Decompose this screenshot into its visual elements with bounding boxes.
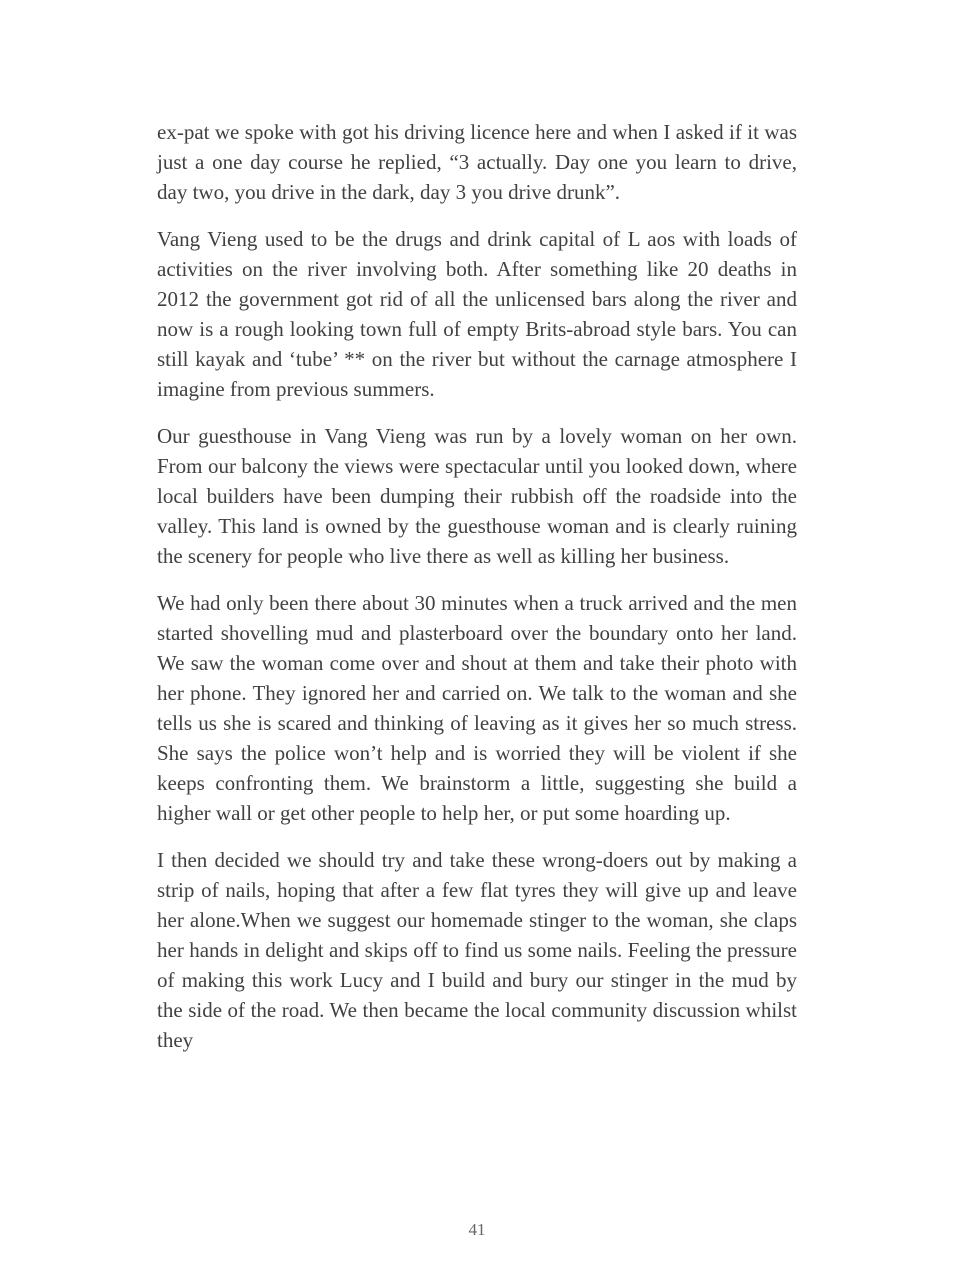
page-number: 41	[468, 1220, 486, 1239]
body-text	[157, 117, 797, 1072]
paragraph: Vang Vieng used to be the drugs and drink capital of L aos with loads of activities on the river involving both. After something like 20 deaths in 2012 the government got rid of all the unlicensed bars along the river and now is a rough looking town full of empty Brits-abroad style bars. You can still kayak and ‘tube’ ** on the river but without the carnage atmosphere I imagine from previous summers.	[157, 227, 797, 401]
paragraph: ex-pat we spoke with got his driving licence here and when I asked if it was just a one day course he replied, “3 actually. Day one you learn to drive, day two, you drive in the dark, day 3 you drive drunk”.	[157, 120, 797, 204]
paragraph: Our guesthouse in Vang Vieng was run by a lovely woman on her own. From our balcony the views were spectacular until you looked down, where local builders have been dumping their rubbish off the roadside into the valley. This land is owned by the guesthouse woman and is clearly ruining the scenery for people who live there as well as killing her business.	[157, 424, 797, 568]
paragraph: We had only been there about 30 minutes when a truck arrived and the men started shovelling mud and plasterboard over the boundary onto her land. We saw the woman come over and shout at them and take their photo with her phone. They ignored her and carried on. We talk to the woman and she tells us she is scared and thinking of leaving as it gives her so much stress. She says the police won’t help and is worried they will be violent if she keeps confronting them. We brainstorm a little, suggesting she build a higher wall or get other people to help her, or put some hoarding up.	[157, 591, 797, 825]
paragraph: I then decided we should try and take these wrong-doers out by making a strip of nails, hoping that after a few flat tyres they will give up and leave her alone.When we suggest our homemade stinger to the woman, she claps her hands in delight and skips off to find us some nails. Feeling the pressure of making this work Lucy and I build and bury our stinger in the mud by the side of the road. We then became the local community discussion whilst they	[157, 848, 797, 1052]
